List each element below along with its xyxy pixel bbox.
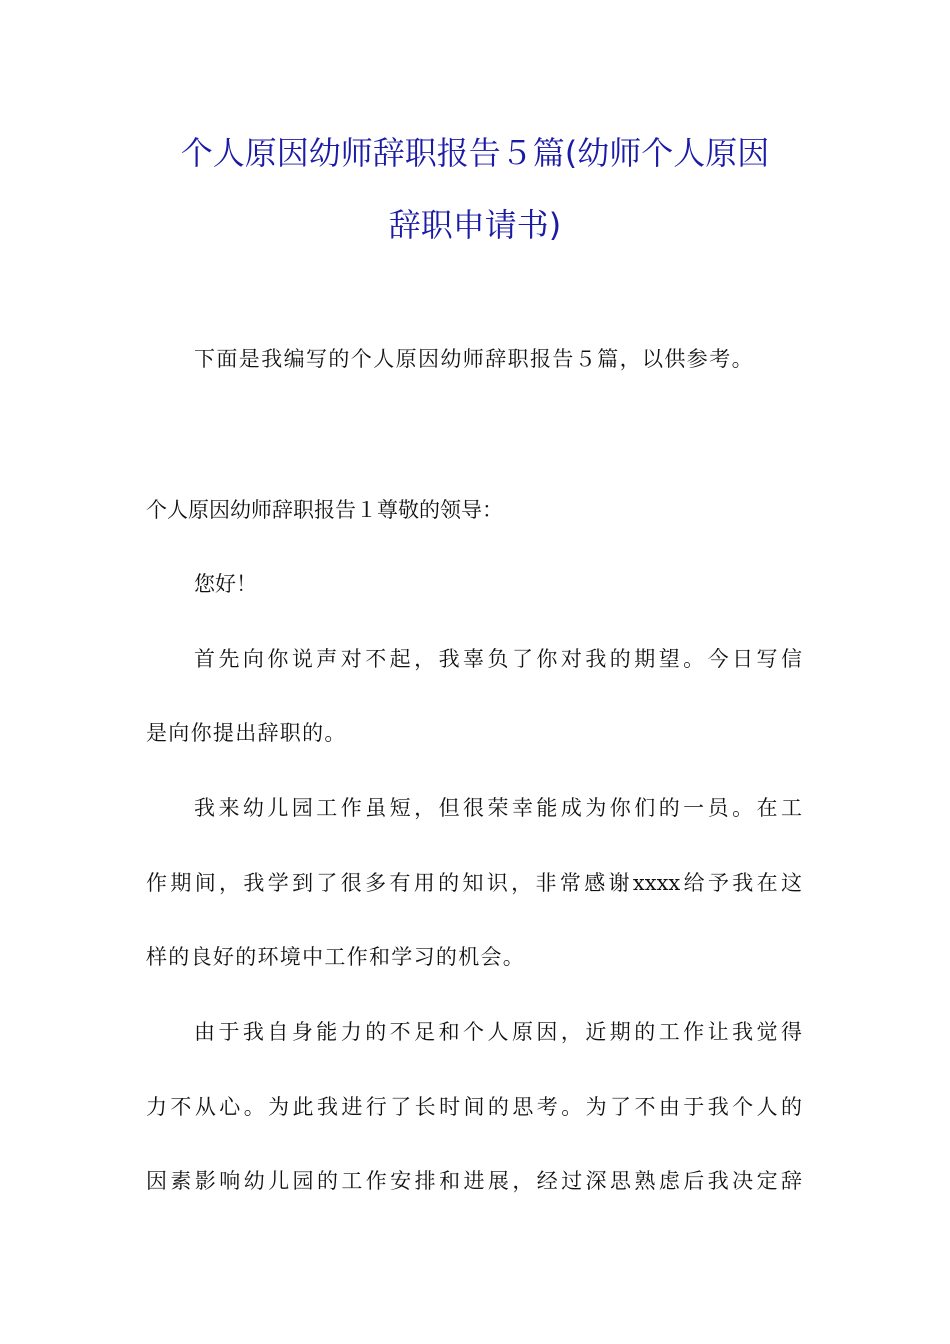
paragraph-2-line-3: 样的良好的环境中工作和学习的机会。	[146, 945, 526, 969]
greeting: 您好！	[194, 572, 257, 596]
paragraph-1-line-1: 首先向你说声对不起，我辜负了你对我的期望。今日写信	[194, 647, 802, 671]
paragraph-3-line-1: 由于我自身能力的不足和个人原因，近期的工作让我觉得	[194, 1020, 802, 1044]
paragraph-3-line-3: 因素影响幼儿园的工作安排和进展，经过深思熟虑后我决定辞	[146, 1169, 802, 1193]
paragraph-1-line-2: 是向你提出辞职的。	[146, 721, 347, 745]
paragraph-2-line-2: 作期间，我学到了很多有用的知识，非常感谢xxxx给予我在这	[146, 871, 802, 895]
paragraph-3-line-2: 力不从心。为此我进行了长时间的思考。为了不由于我个人的	[146, 1095, 802, 1119]
paragraph-2-line-1: 我来幼儿园工作虽短，但很荣幸能成为你们的一员。在工	[194, 796, 802, 820]
document-title-line-2: 辞职申请书)	[388, 206, 562, 244]
intro-text: 下面是我编写的个人原因幼师辞职报告５篇，以供参考。	[194, 347, 754, 371]
document-title-line-1: 个人原因幼师辞职报告５篇(幼师个人原因	[180, 134, 770, 172]
section-heading: 个人原因幼师辞职报告１尊敬的领导：	[146, 498, 503, 522]
